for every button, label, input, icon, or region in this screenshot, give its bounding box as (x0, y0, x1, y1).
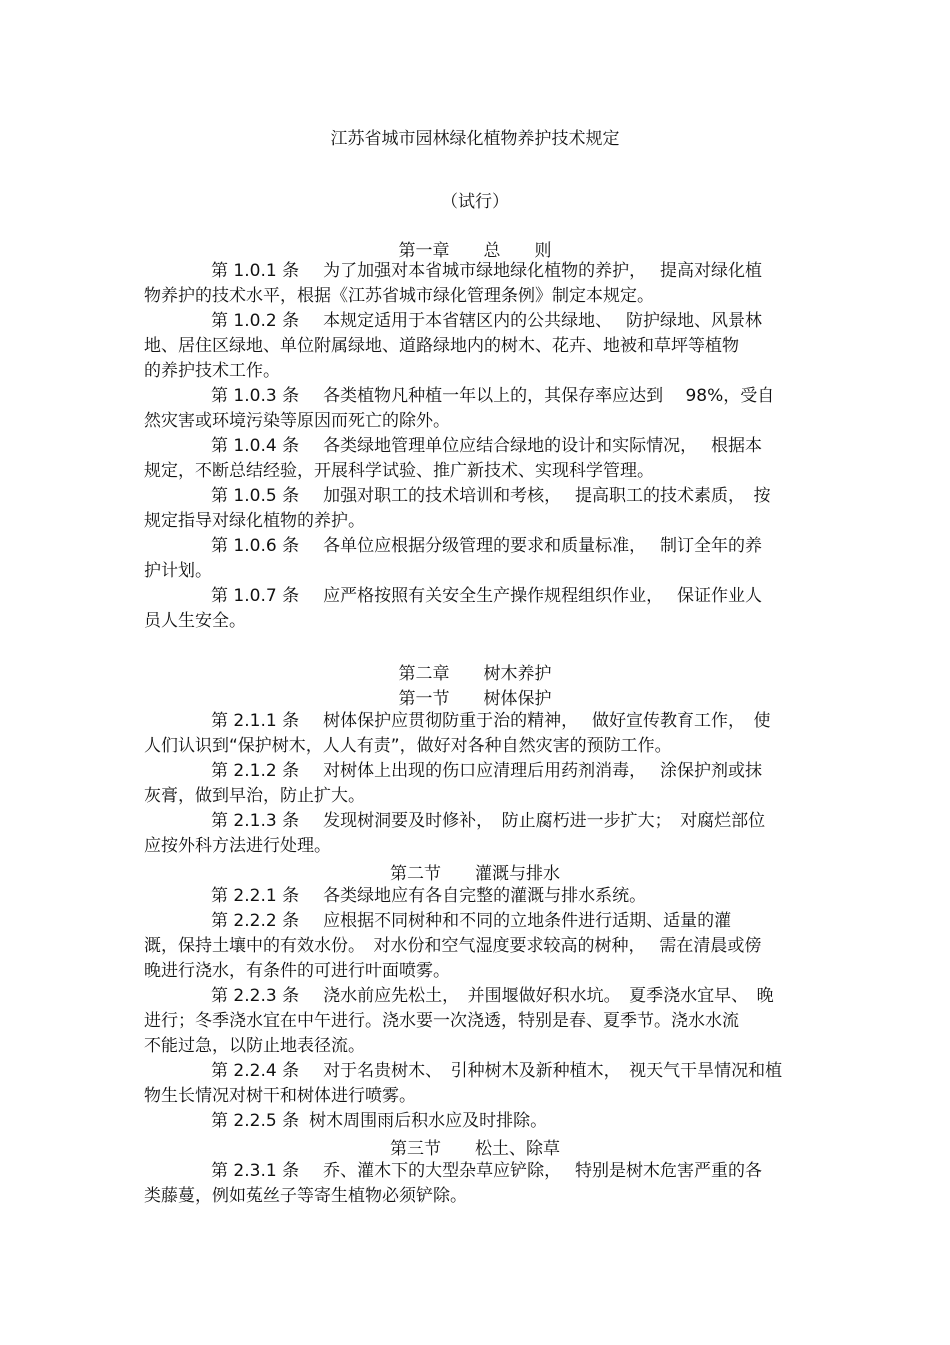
article-text: 浇水前应先松土， 并围堰做好积水坑。 夏季浇水宜早、 晚 (323, 986, 774, 1006)
article-2-1-2 (144, 759, 812, 809)
article-1-0-7 (144, 584, 812, 634)
article-text: 乔、灌木下的大型杂草应铲除， 特别是树木危害严重的各 (323, 1161, 762, 1181)
document-title: 江苏省城市园林绿化植物养护技术规定 (330, 129, 620, 149)
article-text: 规定，不断总结经验，开展科学试验、推广新技术、实现科学管理。 (144, 461, 654, 481)
article-text: 然灾害或环境污染等原因而死亡的除外。 (144, 411, 450, 431)
section-title: 树体保护 (483, 689, 552, 709)
article-number: 第 1.0.1 条 (211, 261, 300, 281)
chapter-1-heading (0, 236, 950, 261)
article-number: 第 1.0.2 条 (211, 311, 300, 331)
article-text: 物养护的技术水平，根据《江苏省城市绿化管理条例》制定本规定。 (144, 286, 654, 306)
article-text: 类藤蔓，例如菟丝子等寄生植物必须铲除。 (144, 1186, 467, 1206)
article-text: 对于名贵树木、 引种树木及新种植木， 视天气干旱情况和植 (323, 1061, 783, 1081)
article-number: 第 1.0.5 条 (211, 486, 300, 506)
article-text: 各类绿地管理单位应结合绿地的设计和实际情况， 根据本 (323, 436, 762, 456)
article-text: 晚进行浇水，有条件的可进行叶面喷雾。 (144, 961, 450, 981)
article-text: 本规定适用于本省辖区内的公共绿地、 防护绿地、风景林 (323, 311, 762, 331)
article-2-1-1 (144, 709, 812, 759)
article-text: 各类绿地应有各自完整的灌溉与排水系统。 (323, 886, 647, 906)
article-text: 规定指导对绿化植物的养护。 (144, 511, 365, 531)
article-1-0-6 (144, 534, 812, 584)
chapter-2-heading (0, 659, 950, 684)
article-number: 第 2.2.1 条 (211, 886, 300, 906)
article-number: 第 2.1.2 条 (211, 761, 300, 781)
article-text: 不能过急，以防止地表径流。 (144, 1036, 365, 1056)
article-text: 人们认识到“保护树木，人人有责”，做好对各种自然灾害的预防工作。 (144, 736, 672, 756)
chapter-title-part: 则 (534, 241, 552, 261)
chapter-number: 第二章 (398, 664, 450, 684)
article-1-0-1 (144, 259, 812, 309)
section-number: 第一节 (398, 689, 450, 709)
article-number: 第 2.1.3 条 (211, 811, 300, 831)
article-number: 第 2.2.3 条 (211, 986, 300, 1006)
article-text: 各单位应根据分级管理的要求和质量标准， 制订全年的养 (323, 536, 762, 556)
article-text: 发现树洞要及时修补， 防止腐朽进一步扩大； 对腐烂部位 (323, 811, 766, 831)
section-number: 第三节 (390, 1139, 441, 1159)
article-text: 树体保护应贯彻防重于治的精神， 做好宣传教育工作， 使 (323, 711, 771, 731)
section-number: 第二节 (390, 864, 441, 884)
article-number: 第 1.0.7 条 (211, 586, 300, 606)
chapter-title: 树木养护 (483, 664, 552, 684)
article-text: 溉，保持土壤中的有效水份。 对水份和空气湿度要求较高的树种， 需在清晨或傍 (144, 936, 762, 956)
article-number: 第 2.2.5 条 (211, 1111, 300, 1131)
article-2-2-5 (144, 1109, 812, 1134)
document-subtitle: （试行） (441, 192, 509, 212)
chapter-title-part: 总 (483, 241, 501, 261)
article-2-2-4 (144, 1059, 812, 1109)
article-text: 应根据不同树种和不同的立地条件进行适期、适量的灌 (323, 911, 732, 931)
article-1-0-2 (144, 309, 812, 384)
article-number: 第 1.0.4 条 (211, 436, 300, 456)
article-2-2-1 (144, 884, 812, 909)
article-number: 第 2.1.1 条 (211, 711, 300, 731)
article-1-0-3 (144, 384, 812, 434)
article-2-1-3 (144, 809, 812, 859)
article-text: 对树体上出现的伤口应清理后用药剂消毒， 涂保护剂或抹 (323, 761, 762, 781)
article-text: 为了加强对本省城市绿地绿化植物的养护， 提高对绿化植 (323, 261, 762, 281)
article-1-0-4 (144, 434, 812, 484)
section-3-heading (0, 1134, 950, 1159)
chapter-number: 第一章 (398, 241, 450, 261)
article-text: 各类植物凡种植一年以上的，其保存率应达到 98%，受自 (323, 386, 775, 406)
article-text: 护计划。 (144, 561, 212, 581)
article-1-0-5 (144, 484, 812, 534)
article-2-2-2 (144, 909, 812, 984)
article-number: 第 2.2.4 条 (211, 1061, 300, 1081)
article-text: 应按外科方法进行处理。 (144, 836, 331, 856)
article-number: 第 2.2.2 条 (211, 911, 300, 931)
article-text: 进行；冬季浇水宜在中午进行。浇水要一次浇透，特别是春、夏季节。浇水水流 (144, 1011, 739, 1031)
article-text: 地、居住区绿地、单位附属绿地、道路绿地内的树木、花卉、地被和草坪等植物 (144, 336, 739, 356)
article-number: 第 1.0.6 条 (211, 536, 300, 556)
section-2-heading (0, 859, 950, 884)
section-title: 灌溉与排水 (475, 864, 560, 884)
section-1-heading (0, 684, 950, 709)
article-2-2-3 (144, 984, 812, 1059)
article-text: 的养护技术工作。 (144, 361, 280, 381)
article-number: 第 2.3.1 条 (211, 1161, 300, 1181)
article-2-3-1 (144, 1159, 812, 1209)
article-text: 物生长情况对树干和树体进行喷雾。 (144, 1086, 416, 1106)
article-text: 员人生安全。 (144, 611, 246, 631)
article-text: 应严格按照有关安全生产操作规程组织作业， 保证作业人 (323, 586, 762, 606)
article-text: 灰膏，做到早治，防止扩大。 (144, 786, 365, 806)
article-text: 树木周围雨后积水应及时排除。 (309, 1111, 548, 1131)
article-number: 第 1.0.3 条 (211, 386, 300, 406)
article-text: 加强对职工的技术培训和考核， 提高职工的技术素质， 按 (323, 486, 771, 506)
section-title: 松土、除草 (475, 1139, 560, 1159)
